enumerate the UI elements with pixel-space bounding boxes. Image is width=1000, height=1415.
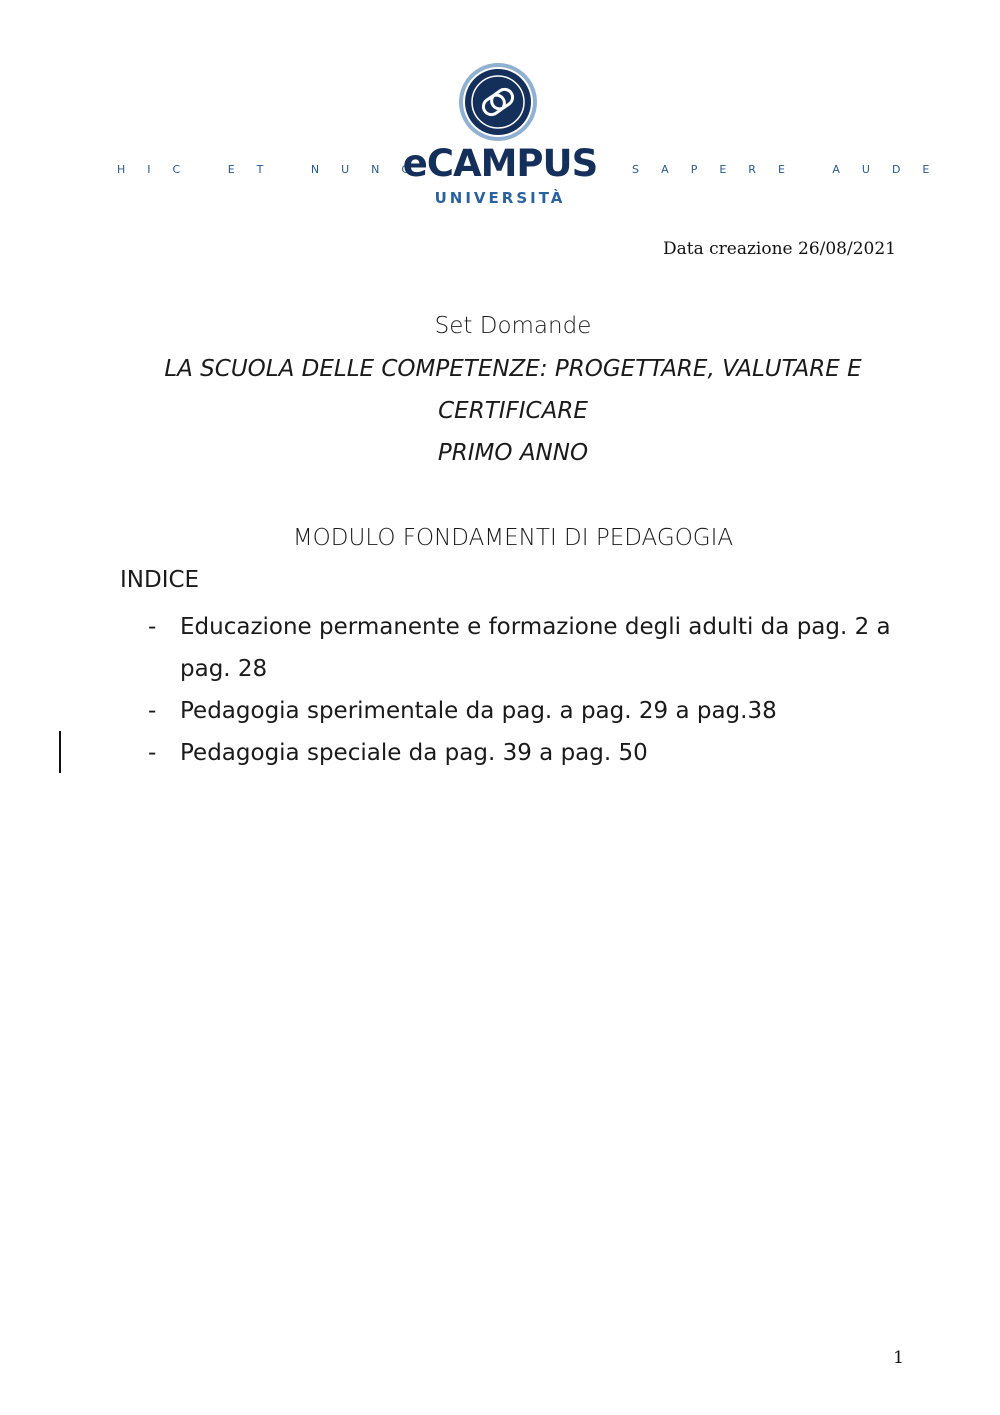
logo-subtext: UNIVERSITÀ	[434, 189, 566, 207]
list-item	[148, 690, 908, 732]
motto-left: HIC ET NUNC	[117, 163, 432, 176]
course-title-line1: LA SCUOLA DELLE COMPETENZE: PROGETTARE, VALUTARE E	[164, 356, 862, 382]
list-item	[148, 732, 908, 774]
list-dash: -	[148, 614, 157, 640]
set-title: Set Domande	[434, 313, 592, 339]
index-list	[148, 606, 908, 774]
creation-date: Data creazione 26/08/2021	[662, 239, 896, 259]
list-item-text: Pedagogia sperimentale da pag. a pag. 29 a pag.38	[180, 698, 777, 724]
motto-right: SAPERE AUDE	[632, 163, 952, 176]
list-dash: -	[148, 698, 157, 724]
module-title: MODULO FONDAMENTI DI PEDAGOGIA	[292, 525, 734, 551]
list-item-text: Educazione permanente e formazione degli adulti da pag. 2 a pag. 28	[180, 614, 891, 682]
ecampus-logo: eCAMPUS	[402, 142, 598, 185]
document-header	[0, 60, 1000, 210]
page-number: 1	[893, 1348, 904, 1368]
list-dash: -	[148, 740, 157, 766]
course-title-line2: CERTIFICARE	[438, 398, 588, 424]
year-label: PRIMO ANNO	[437, 440, 589, 466]
university-seal-icon	[458, 62, 538, 142]
text-cursor	[59, 731, 61, 773]
index-heading: INDICE	[120, 567, 200, 593]
list-item-text: Pedagogia speciale da pag. 39 a pag. 50	[180, 740, 648, 766]
list-item	[148, 606, 908, 690]
